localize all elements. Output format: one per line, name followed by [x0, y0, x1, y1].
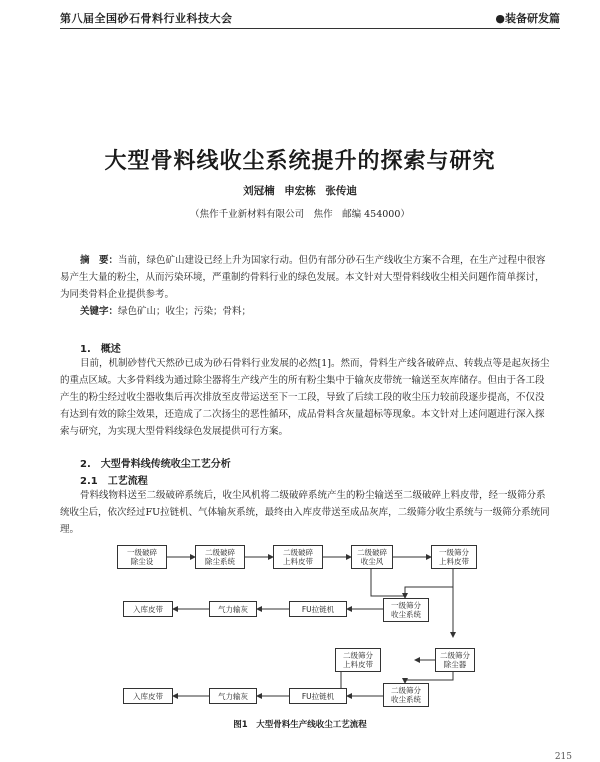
conference-name: 第八届全国砂石骨料行业科技大会 — [60, 12, 233, 25]
abstract — [60, 252, 548, 303]
primary-crush-box: 一级破碎 除尘设 — [117, 545, 167, 569]
abstract-text: 当前，绿色矿山建设已经上升为国家行动。但仍有部分砂石生产线收尘方案不合理，在生产过程中很容易产生大量的粉尘，从而污染环境，严重制约骨料行业的绿色发展。本文针对大型骨料线收尘相关问题作简单探讨，为同类骨料企业提供参考。 — [60, 255, 546, 300]
keywords-label: 关键字： — [80, 306, 119, 317]
section-heading: 2. 大型骨料线传统收尘工艺分析 — [80, 459, 231, 470]
section-heading: 1. 概述 — [80, 344, 121, 355]
figure-caption: 图1 大型骨料生产线收尘工艺流程 — [233, 720, 367, 730]
fu-chain-box: FU拉链机 — [289, 688, 347, 704]
secondary-belt-box: 二级破碎 上料皮带 — [273, 545, 323, 569]
secondary-screen-dust-box: 二级筛分 收尘系统 — [383, 683, 429, 707]
section-body: 骨料线物料送至二级破碎系统后，收尘风机将二级破碎系统产生的粉尘输送至二级破碎上料皮带，经一级筛分系统收尘后，依次经过FU拉链机、气体输灰系统，最终由入库皮带送至成品灰库，二级筛分收尘系统与一级筛分系统同理。 — [60, 490, 550, 535]
flow-arrow — [371, 569, 405, 596]
paper-title: 大型骨料线收尘系统提升的探索与研究 — [104, 149, 496, 174]
primary-screen-belt-box: 一级筛分 上料皮带 — [431, 545, 477, 569]
fu-chain-box: FU拉链机 — [289, 601, 347, 617]
abstract-label: 摘 要： — [80, 255, 119, 266]
flow-arrow — [405, 672, 453, 683]
running-header — [60, 10, 560, 26]
affiliation: （焦作千业新材料有限公司 焦作 邮编 454000） — [190, 209, 410, 220]
process-flowchart — [115, 540, 545, 715]
dust-fan-box: 二级破碎 收尘风 — [351, 545, 393, 569]
author-name: 刘冠楠 — [243, 185, 275, 197]
page-number: 215 — [554, 752, 572, 762]
author-name: 张传迪 — [325, 185, 357, 197]
keywords — [80, 303, 251, 317]
subsection-heading: 2.1 工艺流程 — [80, 476, 148, 487]
storage-belt-box: 入库皮带 — [123, 688, 173, 704]
primary-screen-dust-box: 一级筛分 收尘系统 — [383, 598, 429, 622]
secondary-screen-belt-box: 二级筛分 上料皮带 — [335, 648, 381, 672]
pneumatic-box: 气力输灰 — [209, 601, 257, 617]
flow-arrow — [405, 569, 453, 596]
author-name: 申宏栋 — [284, 185, 316, 197]
secondary-crush-box: 二级破碎 除尘系统 — [195, 545, 245, 569]
keywords-text: 绿色矿山；收尘；污染；骨料； — [118, 306, 252, 317]
secondary-screen-unit-box: 二级筛分 除尘器 — [435, 648, 475, 672]
storage-belt-box: 入库皮带 — [123, 601, 173, 617]
section-tag: ●装备研发篇 — [495, 12, 560, 25]
header-rule — [60, 28, 560, 29]
author-list — [0, 183, 600, 198]
pneumatic-box: 气力输灰 — [209, 688, 257, 704]
section-body: 目前，机制砂替代天然砂已成为砂石骨料行业发展的必然[1]。然而，骨料生产线各破碎点、转载点等是起灰扬尘的重点区域。大多骨料线为通过除尘器将生产线产生的所有粉尘集中于输灰皮带统一输送至灰库储存。但由于各工段产生的粉尘经过收尘器收集后再次排放至皮带运送至下一工段，导致了后续工段的收尘压力较前段逐步提高，不仅没有达到有效的除尘效果，还造成了二次扬尘的恶性循环，成品骨料含灰量超标等现象。本文针对上述问题进行深入探索与研究，为实现大型骨料线绿色发展提供可行方案。 — [60, 358, 550, 437]
